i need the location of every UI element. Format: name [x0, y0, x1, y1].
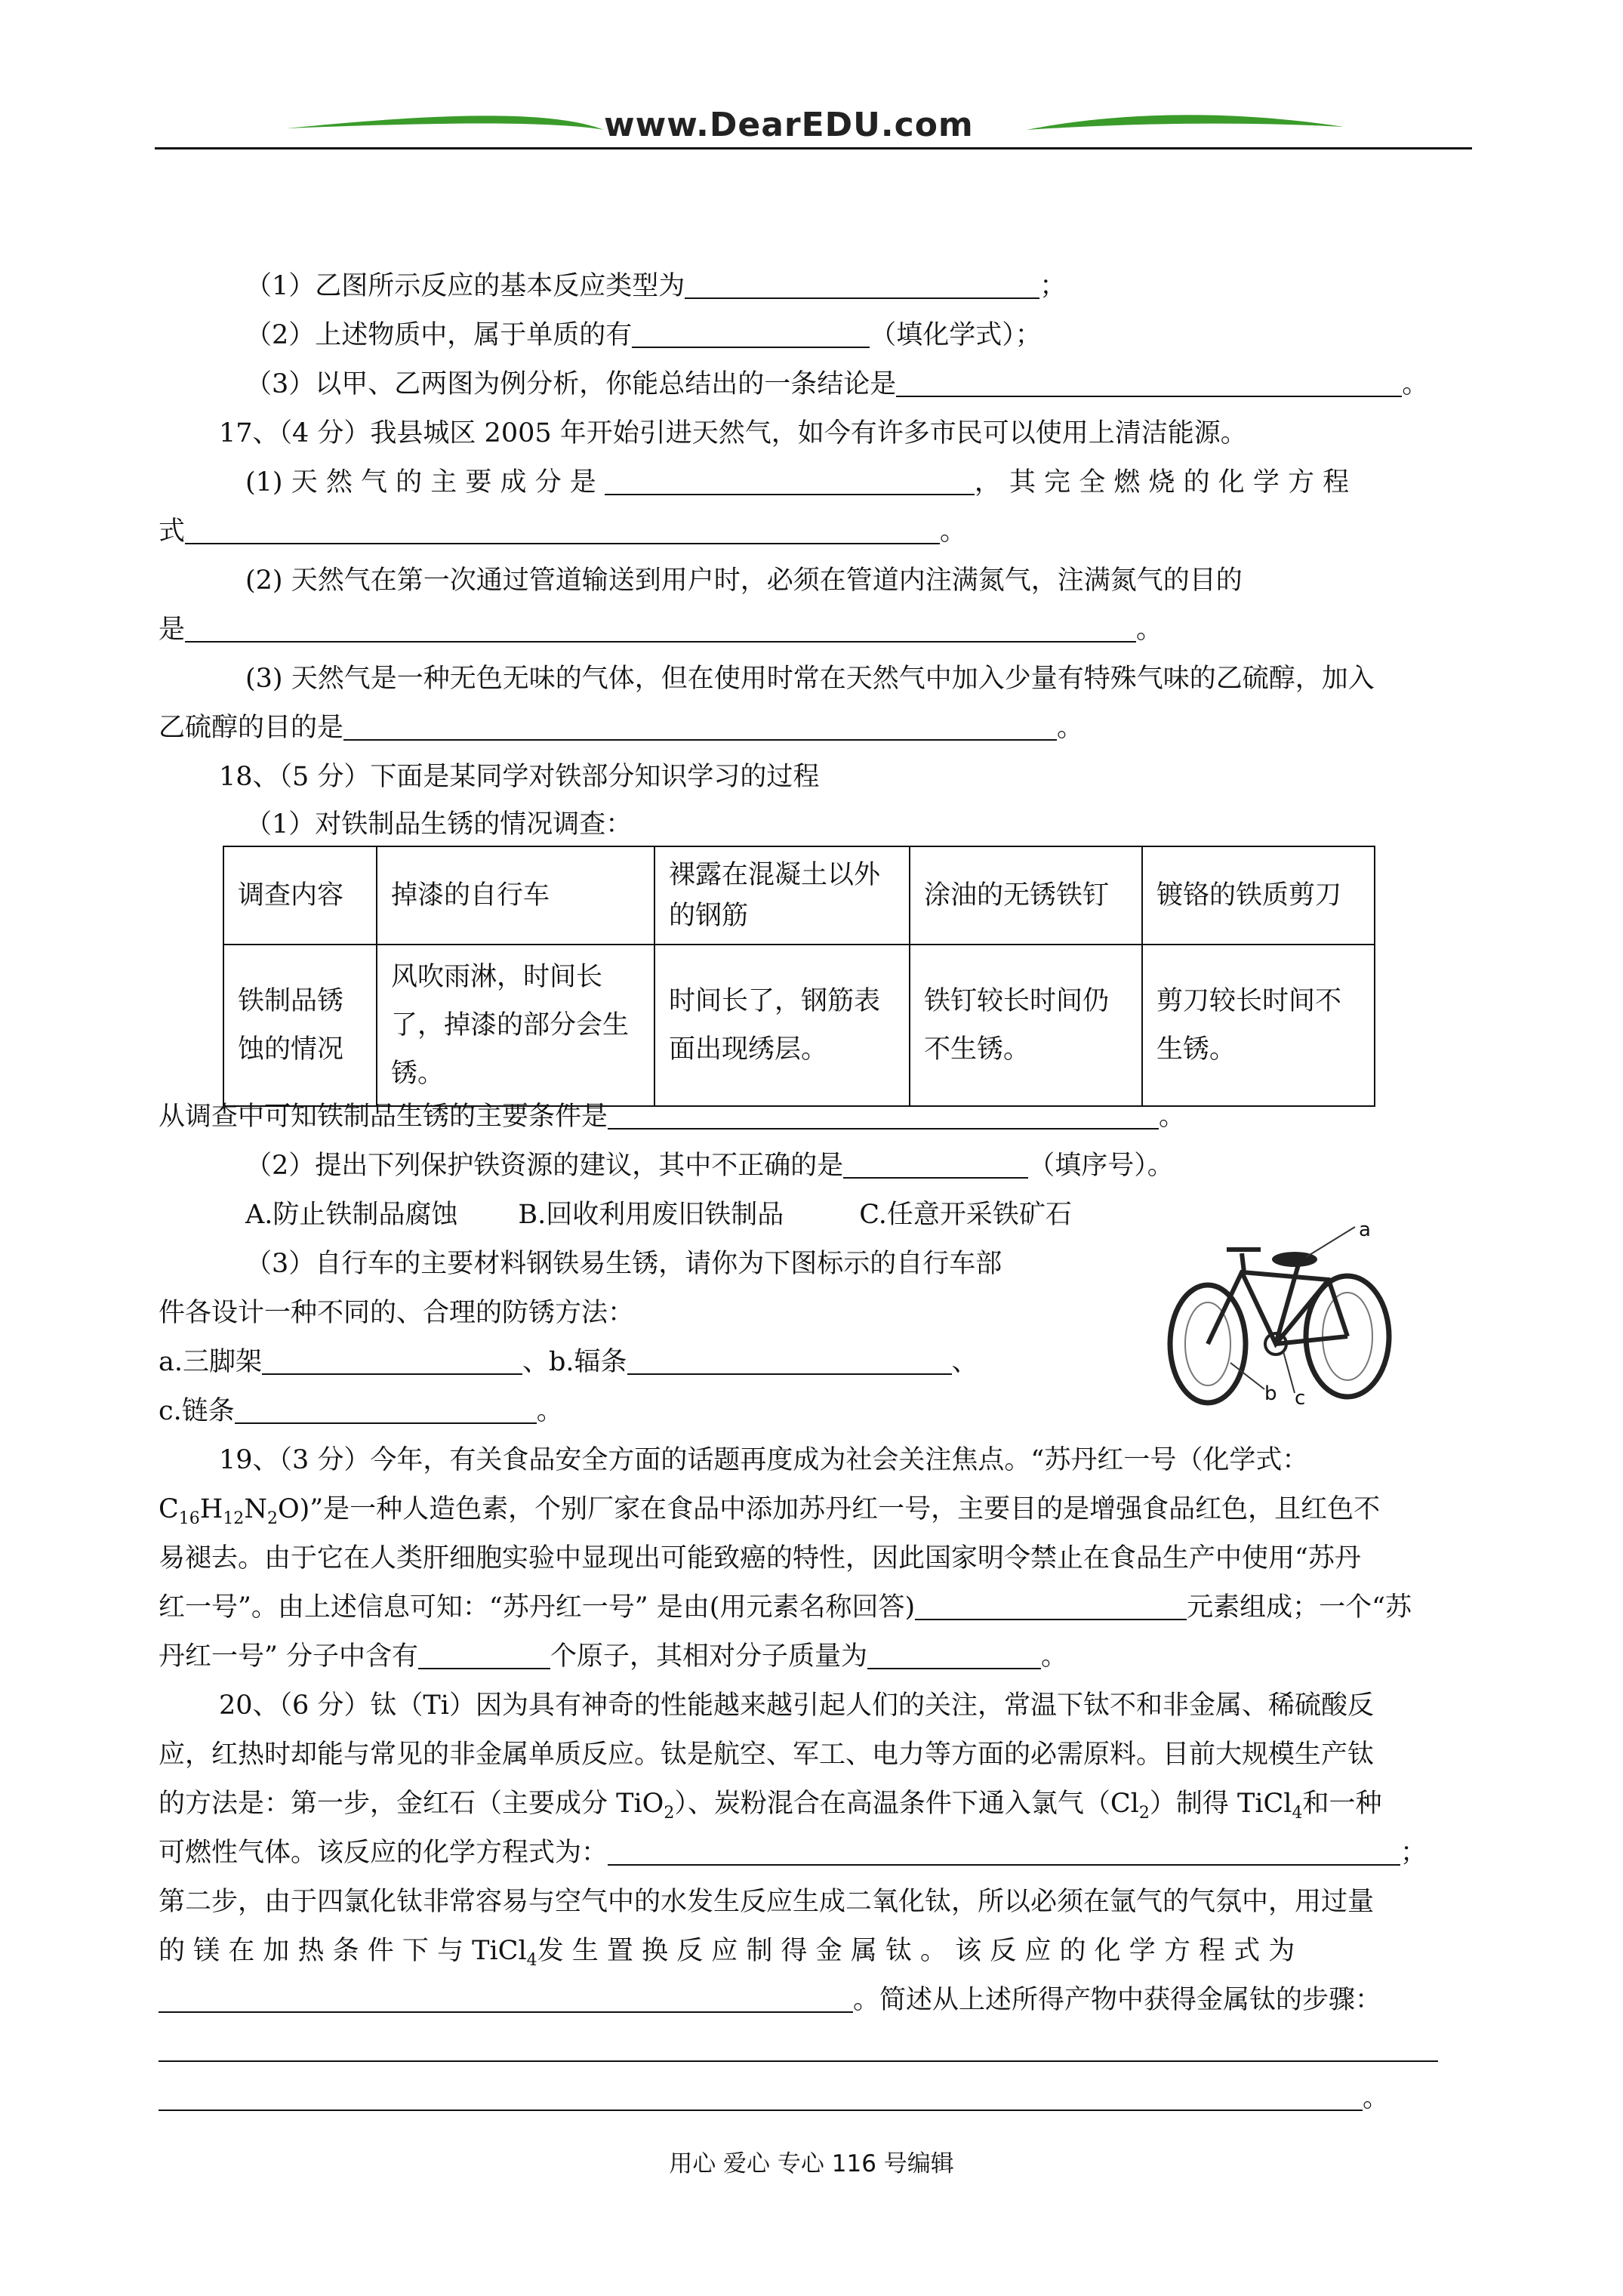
q20-line4: 可燃性气体。该反应的化学方程式为： ； [159, 1838, 1427, 1868]
table-cell: 调查内容 [223, 846, 377, 945]
q18-part-c: c.链条 。 [159, 1396, 563, 1426]
table-cell: 掉漆的自行车 [377, 846, 654, 945]
q17-heading: 17、（4 分）我县城区 2005 年开始引进天然气，如今有许多市民可以使用上清洁能源。 [219, 418, 1247, 448]
bike-label-a: a [1359, 1219, 1371, 1241]
bike-label-c: c [1295, 1387, 1306, 1410]
page-footer: 用心 爱心 专心 116 号编辑 [669, 2150, 954, 2177]
table-cell: 风吹雨淋，时间长了，掉漆的部分会生锈。 [377, 945, 654, 1106]
q19-line3: 易褪去。由于它在人类肝细胞实验中显现出可能致癌的特性，因此国家明令禁止在食品生产中使用“苏丹 [159, 1543, 1361, 1573]
table-cell: 裸露在混凝土以外的钢筋 [654, 846, 910, 945]
q20-line6: 的 镁 在 加 热 条 件 下 与 TiCl$_4$发 生 置 换 反 应 制 得 金 属 钛 。 该 反 应 的 化 学 方 程 式 为 [159, 1936, 1295, 1970]
q19-line2: $C_{16}H_{12}N_2O$)”是一种人造色素，个别厂家在食品中添加苏丹红一号，主要目的是增强食品红色，且红色不 [159, 1494, 1381, 1528]
option-c: C.任意开采铁矿石 [859, 1200, 1072, 1230]
q18-heading: 18、（5 分）下面是某同学对铁部分知识学习的过程 [219, 762, 820, 792]
q17-part1-cont: 式 。 [159, 516, 967, 547]
q16-part2: （2）上述物质中，属于单质的有 （填化学式）； [245, 320, 1042, 350]
q18-condition: 从调查中可知铁制品生锈的主要条件是 。 [159, 1102, 1186, 1132]
q17-part1: (1) 天 然 气 的 主 要 成 分 是 ， 其 完 全 燃 烧 的 化 学 方 程 [245, 467, 1350, 498]
q18-part3-cont: 件各设计一种不同的、合理的防锈方法： [159, 1298, 635, 1328]
table-cell: 剪刀较长时间不生锈。 [1142, 945, 1375, 1106]
q18-part2: （2）提出下列保护铁资源的建议，其中不正确的是 （填序号）。 [245, 1151, 1174, 1181]
q17-part2: (2) 天然气在第一次通过管道输送到用户时，必须在管道内注满氮气，注满氮气的目的 [245, 566, 1243, 596]
q17-part3-cont: 乙硫醇的目的是 。 [159, 713, 1084, 743]
table-row [223, 846, 1375, 945]
q19-line1: 19、（3 分）今年，有关食品安全方面的话题再度成为社会关注焦点。“苏丹红一号（化学式： [219, 1445, 1309, 1475]
q19-line5: 丹红一号” 分子中含有 个原子，其相对分子质量为 。 [159, 1641, 1068, 1672]
q20-line8 [159, 2031, 1438, 2067]
q20-line3: 的方法是：第一步，金红石（主要成分 TiO$_2$）、炭粉混合在高温条件下通入氯气$(Cl_2)$制得 TiCl$_4$和一种 [159, 1789, 1382, 1823]
table-cell: 涂油的无锈铁钉 [910, 846, 1142, 945]
q16-part1: （1）乙图所示反应的基本反应类型为 ； [245, 271, 1067, 301]
q17-part2-cont: 是 。 [159, 615, 1163, 645]
table-cell: 铁制品锈蚀的情况 [223, 945, 377, 1106]
table-cell: 铁钉较长时间仍不生锈。 [910, 945, 1142, 1106]
table-cell: 镀铬的铁质剪刀 [1142, 846, 1375, 945]
q18-part3: （3）自行车的主要材料钢铁易生锈，请你为下图标示的自行车部 [245, 1249, 1002, 1279]
q18-parts-ab: a.三脚架 、b.辐条 、 [159, 1347, 978, 1377]
q20-line1: 20、（6 分）钛（Ti）因为具有神奇的性能越来越引起人们的关注，常温下钛不和非金属、稀硫酸反 [219, 1690, 1374, 1721]
q17-part3: (3) 天然气是一种无色无味的气体，但在使用时常在天然气中加入少量有特殊气味的乙硫醇，加入 [245, 664, 1375, 694]
bike-label-b: b [1264, 1382, 1277, 1405]
header-site-name: www.DearEDU.com [604, 106, 974, 144]
q20-line5: 第二步，由于四氯化钛非常容易与空气中的水发生反应生成二氧化钛，所以必须在氩气的气氛中，用过量 [159, 1887, 1375, 1917]
rust-survey-table [223, 846, 1375, 1107]
table-cell: 时间长了，钢筋表面出现绣层。 [654, 945, 910, 1106]
table-row [223, 945, 1375, 1106]
header-rule [155, 147, 1472, 149]
q18-options [245, 1197, 1072, 1233]
q16-part3: （3）以甲、乙两图为例分析，你能总结出的一条结论是 。 [245, 369, 1429, 399]
q20-line9: 。 [159, 2080, 1389, 2116]
q18-part1: （1）对铁制品生锈的情况调查： [245, 809, 633, 840]
q19-line4: 红一号”。由上述信息可知：“苏丹红一号” 是由(用元素名称回答) 元素组成；一个“苏 [159, 1592, 1412, 1623]
option-a: A.防止铁制品腐蚀 [245, 1200, 458, 1230]
option-b: B.回收利用废旧铁制品 [518, 1200, 784, 1230]
q20-line2: 应，红热时却能与常见的非金属单质反应。钛是航空、军工、电力等方面的必需原料。目前大规模生产钛 [159, 1740, 1375, 1770]
q20-line7: 。简述从上述所得产物中获得金属钛的步骤： [159, 1982, 1381, 2018]
